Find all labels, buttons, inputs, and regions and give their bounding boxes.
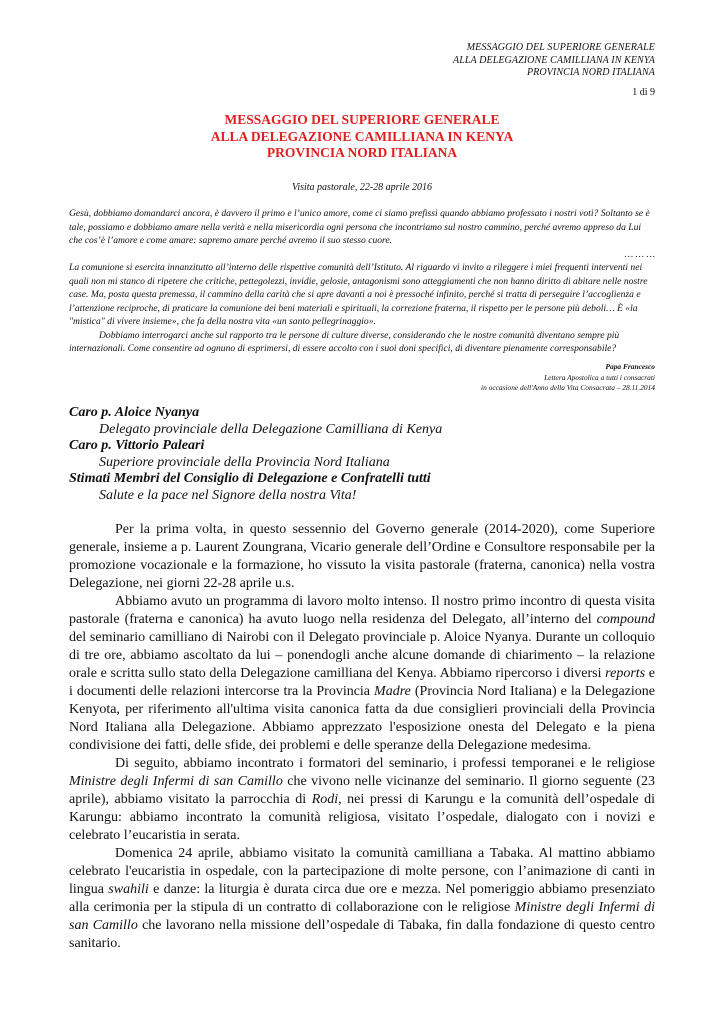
quote-attribution (481, 362, 655, 394)
text-run: e danze: la liturgia è durata circa due ore e mezza. Nel pomeriggio abbiamo presenziato alla cerimonia per la stipula di un contratto di collaborazione con le religiose (69, 882, 655, 915)
title-line: ALLA DELEGAZIONE CAMILLIANA IN KENYA (210, 128, 514, 144)
text-run-italic: Madre (374, 684, 411, 699)
salutation-block (69, 405, 655, 505)
addressee-role: Superiore provinciale della Provincia Nord Italiana (99, 454, 390, 470)
body-paragraph (69, 593, 655, 755)
quote-paragraph: Dobbiamo interrogarci anche sul rapporto tra le persone di culture diverse, considerando che le nostre comunità diventano sempre più internazionali. Come consentire ad ognuno di esprimersi, di essere accolto con i suoi doni specifici, di diventare pienamente corresponsabile? (69, 329, 620, 355)
page-number: 1 di 9 (632, 87, 655, 98)
text-run: e i documenti delle relazioni intercorse tra la Provincia (69, 666, 655, 699)
text-run-italic: Ministre degli Infermi di san Camillo (69, 900, 655, 933)
text-run: (Provincia Nord Italiana) e la Delegazione Kenyota, per riferimento all'ultima visita canonica fatta da due consiglieri provinciali della Provincia Nord Italiana alla Delegazione. Abbiamo apprezzato l'esposizione onesta del Delegato e la piena condivisione dei fatti, delle sfide, dei problemi e delle speranze della Delegazione medesima. (69, 684, 655, 753)
text-run: Abbiamo avuto un programma di lavoro molto intenso. Il nostro primo incontro di questa visita pastorale (fraterna e canonica) ha avuto luogo nella residenza del Delegato, all’interno del (69, 594, 655, 627)
text-run: Domenica 24 aprile, abbiamo visitato la comunità camilliana a Tabaka. Al mattino abbiamo celebrato l'eucaristia in ospedale, con la partecipazione di molte persone, con l’animazione di canti in lingua (69, 846, 655, 897)
quote-paragraph: Gesù, dobbiamo domandarci ancora, è davvero il primo e l’unico amore, come ci siamo prefissi quando abbiamo professato i nostri voti? Soltanto se è tale, possiamo e dobbiamo amare nella verità e nella misericordia ogni persona che incontriamo sul nostro cammino, perché avremo appreso da Lui che cos’è l’amore e come amare: sapremo amare perché avremo il suo stesso cuore. (69, 208, 650, 247)
addressee-name: Caro p. Aloice Nyanya (69, 405, 200, 420)
letter-body (69, 521, 655, 953)
addressee-role: Delegato provinciale della Delegazione Camilliana di Kenya (99, 421, 443, 437)
quote-source: Lettera Apostolica a tutti i consacrati (544, 372, 655, 382)
addressee-name: Caro p. Vittorio Paleari (69, 438, 205, 454)
visit-date: Visita pastorale, 22-28 aprile 2016 (291, 182, 433, 193)
title-line: MESSAGGIO DEL SUPERIORE GENERALE (224, 112, 500, 127)
text-run: Di seguito, abbiamo incontrato i formatori del seminario, i professi temporanei e le religiose (115, 756, 655, 771)
running-header-line: MESSAGGIO DEL SUPERIORE GENERALE (466, 42, 655, 53)
text-run-italic: swahili (108, 882, 149, 897)
text-run-italic: Ministre degli Infermi di san Camillo (69, 774, 283, 789)
text-run: , nei pressi di Karungu e la comunità dell’ospedale di Karungu: abbiamo incontrato la comunità religiosa, visitato l’ospedale, dialogato con i novizi e celebrato l’eucaristia in serata. (69, 792, 655, 843)
addressee-name: Stimati Membri del Consiglio di Delegazione e Confratelli tutti (69, 471, 431, 487)
running-header (453, 42, 655, 80)
salute-line: Salute e la pace nel Signore della nostra Vita! (99, 487, 357, 503)
text-run: che lavorano nella missione dell’ospedale di Tabaka, fin dalla fondazione di questo centro sanitario. (69, 918, 655, 951)
epigraph-quote (69, 207, 655, 356)
quote-ellipsis: … … … (624, 248, 655, 260)
running-header-line: ALLA DELEGAZIONE CAMILLIANA IN KENYA (453, 54, 655, 66)
text-run-italic: Rodi (311, 792, 339, 807)
running-header-line: PROVINCIA NORD ITALIANA (526, 67, 655, 78)
quote-paragraph: La comunione si esercita innanzitutto all’interno delle rispettive comunità dell’Istituto. Al riguardo vi invito a rileggere i miei frequenti interventi nei quali non mi stanco di ripetere che critiche, pettegolezzi, invidie, gelosie, antagonismi sono atteggiamenti che non hanno diritto di abitare nelle nostre case. Ma, posta questa premessa, il cammino della carità che si apre davanti a noi è pressoché infinito, perché si tratta di perseguire l’accoglienza e l’attenzione reciproche, di praticare la comunione dei beni materiali e spirituali, la correzione fraterna, il rispetto per le persone più deboli… È «la "mistica" di vivere insieme», che fa della nostra vita «un santo pellegrinaggio». (69, 262, 648, 328)
text-run: che vivono nelle vicinanze del seminario. Il giorno seguente (23 aprile), abbiamo visitato la parrocchia di (69, 774, 656, 807)
text-run-italic: compound (596, 612, 655, 627)
title-line: PROVINCIA NORD ITALIANA (266, 145, 458, 160)
quote-source: in occasione dell'Anno della Vita Consacrata – 28.11.2014 (481, 383, 655, 392)
text-run: del seminario camilliano di Nairobi con il Delegato provinciale p. Aloice Nyanya. Durante un colloquio di tre ore, abbiamo ascoltato da lui – ponendogli anche alcune domande di chiarimento – la relazione orale e scritta sullo stato della Delegazione camilliana del Kenya. Abbiamo ripercorso i diversi (69, 630, 655, 681)
quote-author: Papa Francesco (605, 362, 655, 371)
body-paragraph (69, 755, 655, 845)
body-paragraph (69, 845, 655, 953)
body-paragraph: Per la prima volta, in questo sessennio del Governo generale (2014-2020), come Superiore generale, insieme a p. Laurent Zoungrana, Vicario generale dell’Ordine e Consultore responsabile per la promozione vocazionale e la formazione, ho vissuto la visita pastorale (fraterna, canonica) nella vostra Delegazione, nei giorni 22-28 aprile u.s. (69, 522, 655, 591)
document-title (69, 112, 655, 162)
text-run-italic: reports (605, 666, 646, 681)
